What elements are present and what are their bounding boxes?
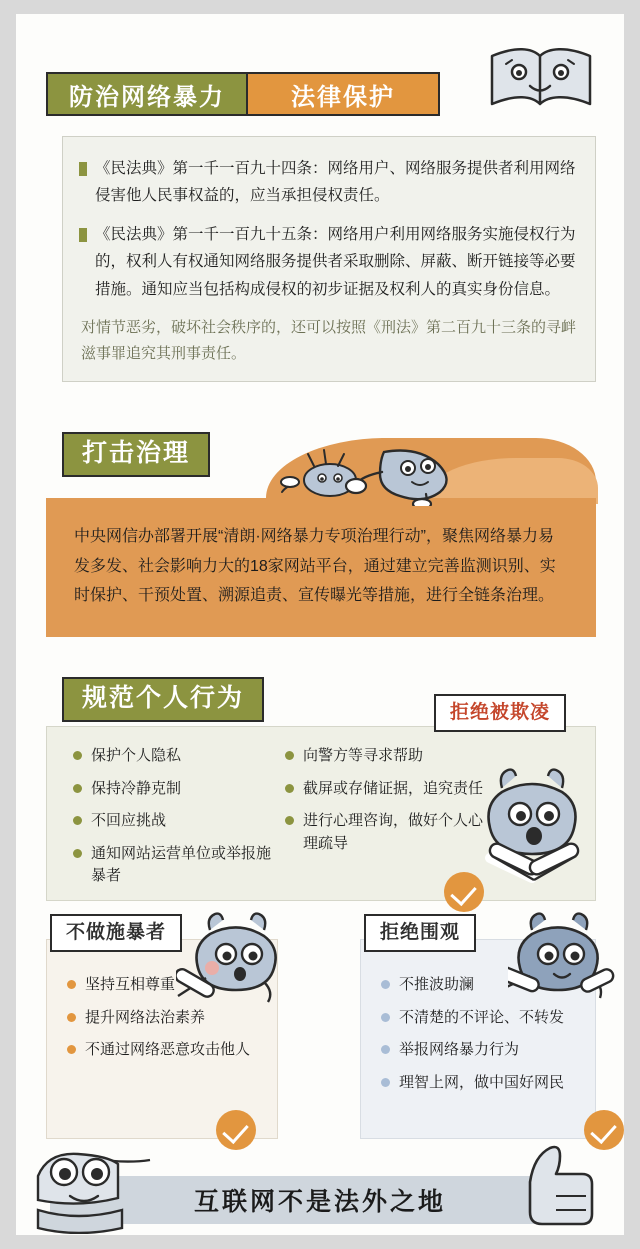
law-item: 《民法典》第一千一百九十四条：网络用户、网络服务提供者利用网络侵害他人民事权益的，应当承担侵权责任。 bbox=[79, 155, 579, 209]
section2-title: 打击治理 bbox=[62, 432, 210, 477]
list-item: 截屏或存储证据，追究责任 bbox=[285, 778, 495, 801]
list-item: 不推波助澜 bbox=[381, 974, 577, 997]
section1-title-right: 法律保护 bbox=[248, 74, 438, 114]
sad-blob-mascot-icon bbox=[274, 444, 474, 511]
open-book-icon bbox=[486, 42, 596, 119]
law-note: 对情节恶劣，破坏社会秩序的，还可以按照《刑法》第二百九十三条的寻衅滋事罪追究其刑事责任。 bbox=[81, 318, 577, 362]
badge-refuse-spectating: 拒绝围观 bbox=[364, 914, 476, 952]
list-item: 进行心理咨询，做好个人心理疏导 bbox=[285, 810, 495, 855]
list-item: 向警方等寻求帮助 bbox=[285, 745, 495, 768]
arms-crossed-mascot-icon bbox=[476, 766, 596, 901]
waving-mascot-icon bbox=[508, 912, 618, 1027]
list-item: 不通过网络恶意攻击他人 bbox=[67, 1039, 259, 1062]
list-item: 提升网络法治素养 bbox=[67, 1007, 259, 1030]
list-item: 坚持互相尊重 bbox=[67, 974, 259, 997]
section1-content bbox=[62, 136, 596, 382]
law-item: 《民法典》第一千一百九十五条：网络用户利用网络服务实施侵权行为的，权利人有权通知网络服务提供者采取删除、屏蔽、断开链接等必要措施。通知应当包括构成侵权的初步证据及权利人的真实身份信息。 bbox=[79, 221, 579, 302]
badge-refuse-bullying: 拒绝被欺凌 bbox=[434, 694, 566, 732]
section3-title: 规范个人行为 bbox=[62, 677, 264, 722]
list-item: 不回应挑战 bbox=[73, 810, 273, 833]
check-circle-icon bbox=[444, 872, 484, 912]
list-item: 举报网络暴力行为 bbox=[381, 1039, 577, 1062]
list-item: 通知网站运营单位或举报施暴者 bbox=[73, 843, 273, 888]
check-circle-icon bbox=[216, 1110, 256, 1150]
section3-column-a bbox=[73, 745, 273, 898]
check-circle-icon bbox=[584, 1110, 624, 1150]
list-item: 不清楚的不评论、不转发 bbox=[381, 1007, 577, 1030]
poster-sheet bbox=[16, 14, 624, 1235]
section1-title-bar bbox=[46, 72, 440, 116]
pointing-mascot-icon bbox=[176, 912, 286, 1027]
section3-column-b bbox=[285, 745, 495, 865]
list-item: 保护个人隐私 bbox=[73, 745, 273, 768]
list-item: 理智上网，做中国好网民 bbox=[381, 1072, 577, 1095]
eyes-mascot-icon bbox=[34, 1142, 164, 1235]
section1-title-left: 防治网络暴力 bbox=[48, 74, 248, 114]
list-item: 保持冷静克制 bbox=[73, 778, 273, 801]
thumbs-up-icon bbox=[508, 1142, 608, 1235]
badge-no-violence: 不做施暴者 bbox=[50, 914, 182, 952]
section2-content: 中央网信办部署开展“清朗·网络暴力专项治理行动”，聚焦网络暴力易发多发、社会影响力大的18家网站平台，通过建立完善监测识别、实时保护、干预处置、溯源追责、宣传曝光等措施，进行全链条治理。 bbox=[46, 498, 596, 637]
footer-slogan: 互联网不是法外之地 bbox=[193, 1188, 446, 1216]
